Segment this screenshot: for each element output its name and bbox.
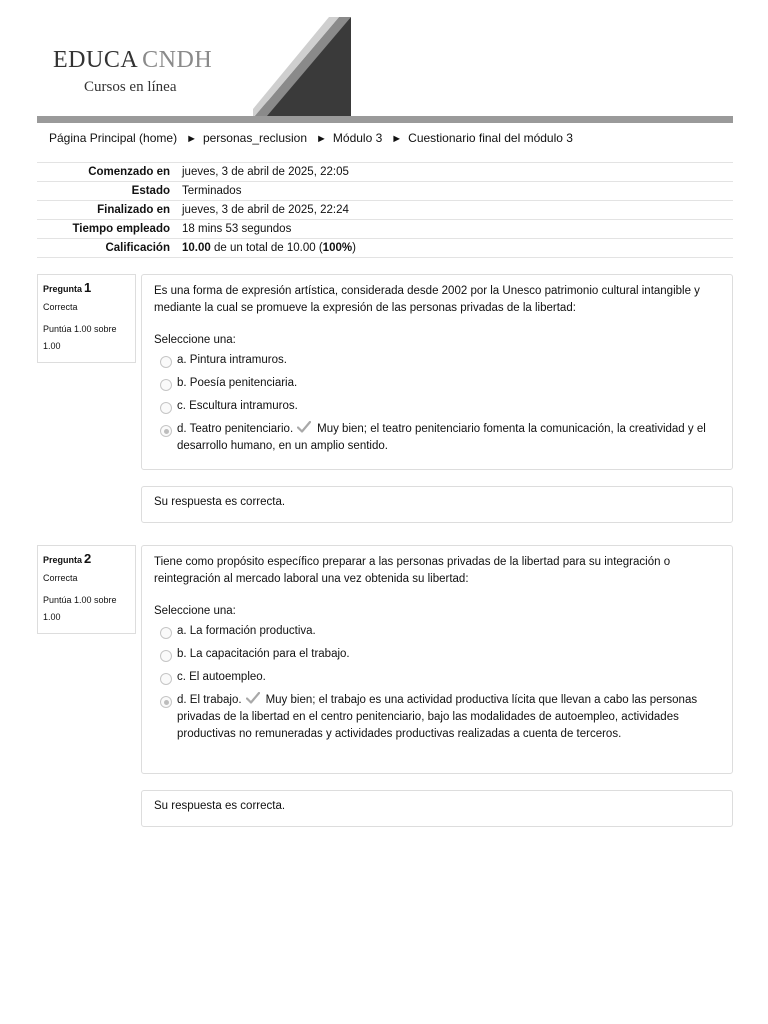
answer-option-b[interactable] xyxy=(154,646,720,663)
summary-row-time xyxy=(37,220,733,239)
grade-label: Calificación xyxy=(105,242,170,254)
summary-row-started xyxy=(37,163,733,182)
correct-check-icon xyxy=(246,692,260,704)
breadcrumb-separator-icon: ► xyxy=(316,133,327,145)
answer-list xyxy=(154,623,720,743)
answer-list xyxy=(154,352,720,455)
grade-value xyxy=(176,239,733,258)
correct-check-icon xyxy=(297,421,311,433)
started-value: jueves, 3 de abril de 2025, 22:05 xyxy=(182,166,349,178)
finished-label: Finalizado en xyxy=(97,204,170,216)
answer-option-c[interactable] xyxy=(154,398,720,415)
summary-row-finished xyxy=(37,201,733,220)
answer-option-d[interactable] xyxy=(154,421,720,455)
brand-educa: EDUCA xyxy=(53,47,139,73)
question-content-2 xyxy=(141,545,733,774)
answer-prompt: Seleccione una: xyxy=(154,334,236,346)
grade-score: 10.00 xyxy=(182,242,211,254)
answer-label: d. El trabajo. xyxy=(177,694,242,706)
breadcrumb xyxy=(49,131,573,145)
breadcrumb-separator-icon: ► xyxy=(391,133,403,145)
question-state: Correcta xyxy=(43,573,78,583)
radio-button[interactable] xyxy=(160,673,172,685)
question-grade: Puntúa 1.00 sobre 1.00 xyxy=(43,324,117,351)
radio-button[interactable] xyxy=(160,402,172,414)
state-value: Terminados xyxy=(182,185,242,197)
answer-option-c[interactable] xyxy=(154,669,720,686)
answer-label: a. Pintura intramuros. xyxy=(177,354,287,366)
breadcrumb-home[interactable]: Página Principal (home) xyxy=(49,131,178,145)
question-info-2 xyxy=(37,545,136,634)
question-number xyxy=(43,551,130,566)
question-outcome-1: Su respuesta es correcta. xyxy=(141,486,733,523)
question-text: Es una forma de expresión artística, considerada desde 2002 por la Unesco patrimonio cultural intangible y mediante la cual se promueve la expresión de las personas privadas de la libertad: xyxy=(154,285,700,314)
answer-option-d[interactable] xyxy=(154,692,720,743)
question-label: Pregunta xyxy=(43,284,83,294)
breadcrumb-course[interactable]: personas_reclusion xyxy=(202,131,308,145)
grade-percent: 100% xyxy=(322,242,353,254)
answer-label: c. El autoempleo. xyxy=(177,671,266,683)
site-logo[interactable] xyxy=(53,47,212,74)
radio-button[interactable] xyxy=(160,627,172,639)
question-label: Pregunta xyxy=(43,555,83,565)
question-text: Tiene como propósito específico preparar a las personas privadas de la libertad para su integración o reintegración al mercado laboral una vez obtenida su libertad: xyxy=(154,556,671,585)
radio-button[interactable] xyxy=(160,650,172,662)
answer-label: c. Escultura intramuros. xyxy=(177,400,298,412)
answer-option-a[interactable] xyxy=(154,623,720,640)
question-info-1 xyxy=(37,274,136,363)
answer-label: d. Teatro penitenciario. xyxy=(177,423,294,435)
answer-feedback: Muy bien; el trabajo es una actividad productiva lícita que llevan a cabo las personas privadas de la libertad en el centro penitenciario, bajo las modalidades de autoempleo, actividades productivas no remuneradas y actividades productivas realizadas a cuenta de terceros. xyxy=(177,694,698,740)
header-decoration xyxy=(253,17,351,116)
breadcrumb-module[interactable]: Módulo 3 xyxy=(332,131,383,145)
time-value: 18 mins 53 segundos xyxy=(182,223,292,235)
answer-option-a[interactable] xyxy=(154,352,720,369)
breadcrumb-quiz[interactable]: Cuestionario final del módulo 3 xyxy=(408,131,573,145)
radio-button[interactable] xyxy=(160,356,172,368)
radio-button-selected[interactable] xyxy=(160,696,172,708)
attempt-summary-table xyxy=(37,162,733,258)
grade-total: de un total de 10.00 ( xyxy=(210,242,323,254)
brand-cndh: CNDH xyxy=(142,47,213,73)
radio-button[interactable] xyxy=(160,379,172,391)
question-outcome-2: Su respuesta es correcta. xyxy=(141,790,733,827)
question-state: Correcta xyxy=(43,302,78,312)
site-tagline: Cursos en línea xyxy=(84,79,177,95)
question-number-value: 1 xyxy=(84,280,92,295)
header-divider xyxy=(37,116,733,123)
question-grade: Puntúa 1.00 sobre 1.00 xyxy=(43,595,117,622)
question-number xyxy=(43,280,130,295)
started-label: Comenzado en xyxy=(88,166,170,178)
answer-feedback: Muy bien; el teatro penitenciario fomenta la comunicación, la creatividad y el desarrollo humano, en un amplio sentido. xyxy=(177,423,706,452)
answer-option-b[interactable] xyxy=(154,375,720,392)
question-number-value: 2 xyxy=(84,551,92,566)
summary-row-grade xyxy=(37,239,733,258)
radio-button-selected[interactable] xyxy=(160,425,172,437)
answer-label: a. La formación productiva. xyxy=(177,625,316,637)
grade-close: ) xyxy=(352,242,356,254)
breadcrumb-separator-icon: ► xyxy=(186,133,197,145)
time-label: Tiempo empleado xyxy=(72,223,170,235)
state-label: Estado xyxy=(131,185,170,197)
answer-label: b. Poesía penitenciaria. xyxy=(177,377,298,389)
site-header xyxy=(37,17,733,123)
finished-value: jueves, 3 de abril de 2025, 22:24 xyxy=(182,204,349,216)
question-content-1 xyxy=(141,274,733,470)
answer-prompt: Seleccione una: xyxy=(154,605,236,617)
summary-row-state xyxy=(37,182,733,201)
answer-label: b. La capacitación para el trabajo. xyxy=(177,648,350,660)
